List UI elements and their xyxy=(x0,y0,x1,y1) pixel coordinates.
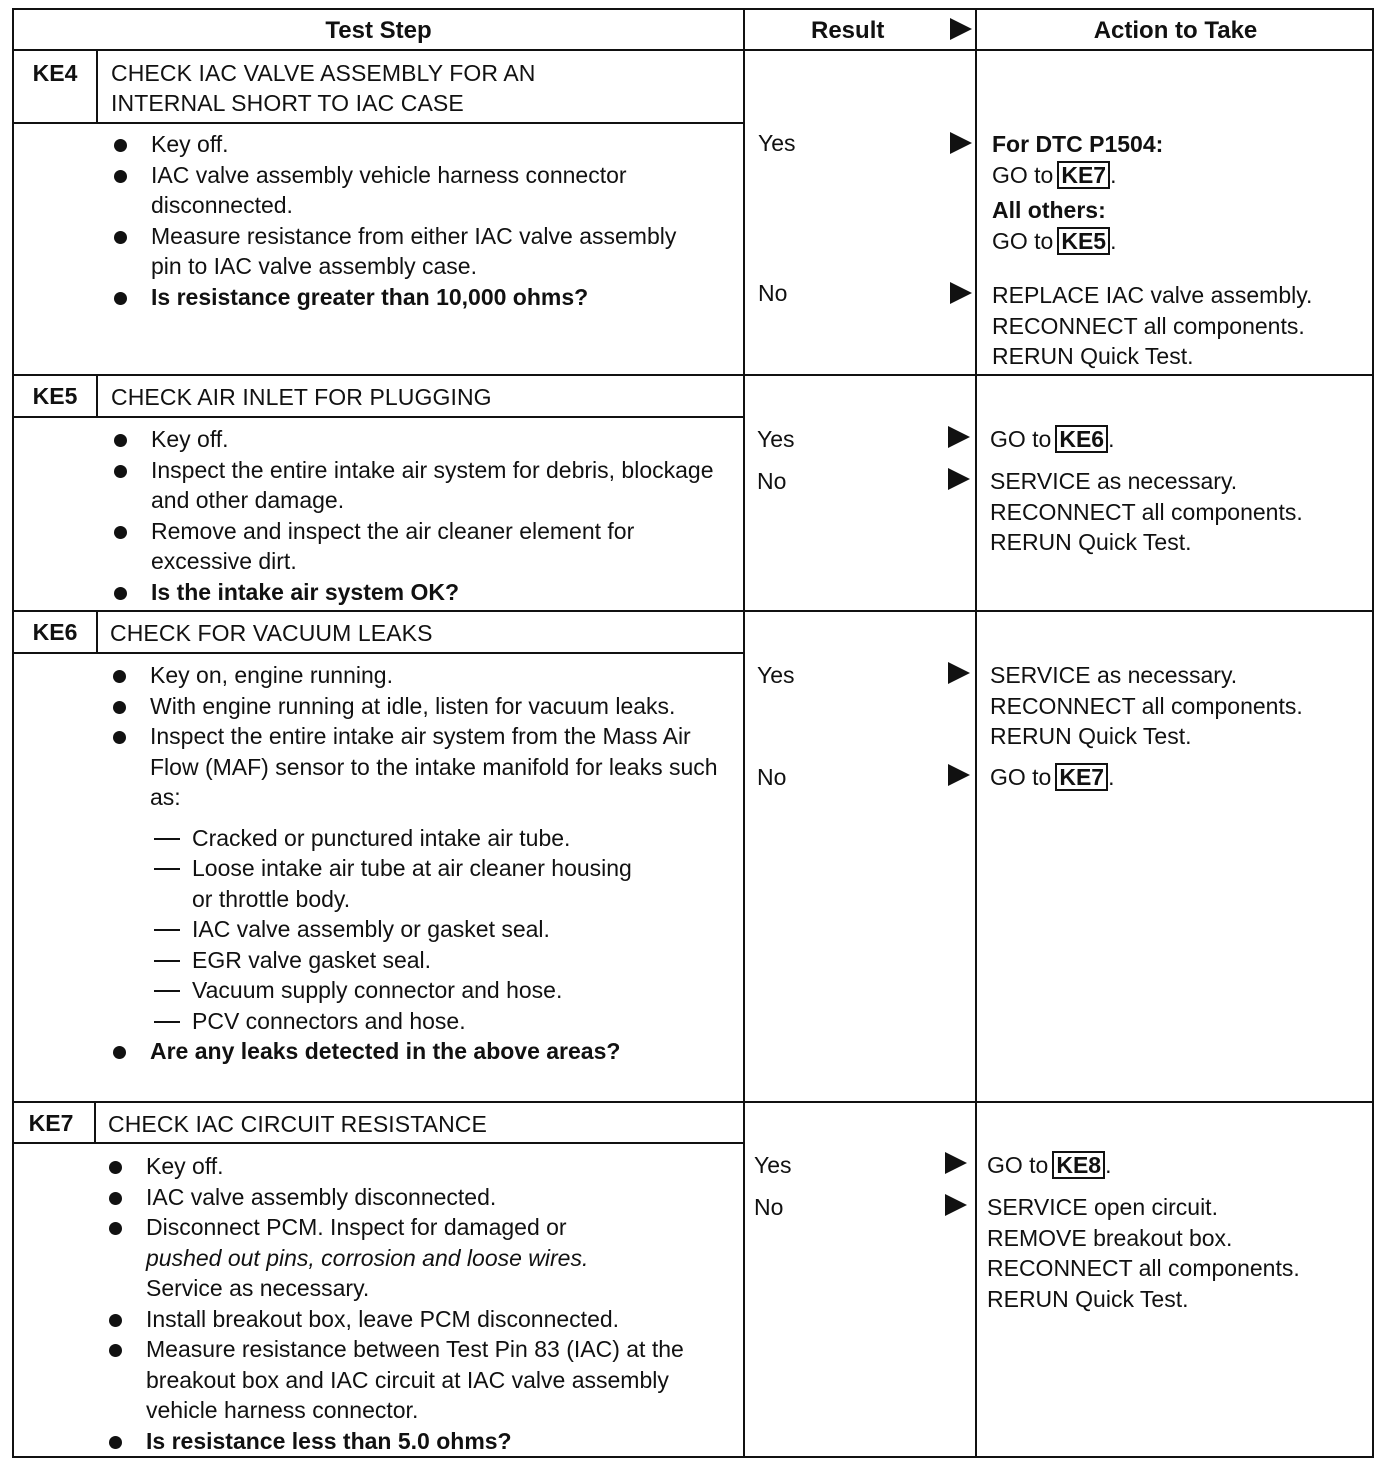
step-reference: KE8 xyxy=(1052,1151,1105,1179)
action-goto: GO to KE5 . xyxy=(992,227,1117,254)
step-reference: KE7 xyxy=(1055,763,1108,791)
diagnostic-test-table xyxy=(12,8,1374,1458)
instruction-continuation: Service as necessary. xyxy=(146,1275,370,1301)
step-title: CHECK IAC VALVE ASSEMBLY FOR AN INTERNAL SHORT TO IAC CASE xyxy=(111,60,536,116)
result-yes: Yes xyxy=(757,662,795,688)
action-line: RERUN Quick Test. xyxy=(990,529,1192,555)
column-divider xyxy=(975,10,977,1456)
step-reference: KE7 xyxy=(1057,161,1110,189)
instruction-item: Inspect the entire intake air system for debris, blockage and other damage. xyxy=(109,455,751,516)
action-line: RECONNECT all components. xyxy=(987,1255,1300,1281)
instruction-item: Key off. xyxy=(104,1151,734,1182)
action-goto-text: GO to xyxy=(987,1152,1049,1178)
action-condition: All others: xyxy=(992,197,1106,223)
step-instructions xyxy=(109,424,729,607)
leak-location: Vacuum supply connector and hose. xyxy=(150,975,733,1006)
leak-location: PCV connectors and hose. xyxy=(150,1006,733,1037)
step-title: CHECK FOR VACUUM LEAKS xyxy=(110,620,433,646)
step-instructions xyxy=(109,129,729,312)
action-line: REMOVE breakout box. xyxy=(987,1224,1233,1251)
result-arrow-icon xyxy=(945,1194,967,1216)
title-rule xyxy=(14,652,743,654)
action-goto-text: GO to xyxy=(990,764,1052,790)
result-no: No xyxy=(758,280,788,306)
leak-locations xyxy=(108,823,733,1037)
action-goto-text: GO to xyxy=(990,426,1052,452)
instruction-item: Measure resistance between Test Pin 83 (IAC) at the breakout box and IAC circuit at IAC valve assembly vehicle harness connector. xyxy=(104,1334,716,1426)
leak-location: Loose intake air tube at air cleaner housing or throttle body. xyxy=(150,853,642,914)
result-no: No xyxy=(754,1194,784,1220)
step-reference: KE6 xyxy=(1055,425,1108,453)
result-arrow-icon xyxy=(948,764,970,786)
row-rule xyxy=(14,610,1372,612)
header-action: Action to Take xyxy=(1093,17,1258,44)
result-yes: Yes xyxy=(754,1152,792,1178)
title-rule xyxy=(14,1142,743,1144)
instruction-item: Install breakout box, leave PCM disconnected. xyxy=(104,1304,734,1335)
action-goto-text: GO to xyxy=(992,161,1054,188)
action-goto: GO to KE6 . xyxy=(990,426,1115,452)
result-arrow-icon xyxy=(948,426,970,448)
instruction-item: IAC valve assembly vehicle harness connector disconnected. xyxy=(109,160,631,221)
action-no xyxy=(990,466,1303,558)
action-line: RECONNECT all components. xyxy=(990,498,1303,525)
action-goto: GO to KE8 . xyxy=(987,1152,1112,1178)
header-rule xyxy=(14,49,1372,51)
instruction-item: IAC valve assembly disconnected. xyxy=(104,1182,734,1213)
action-line: RECONNECT all components. xyxy=(992,312,1305,339)
title-rule xyxy=(14,122,743,124)
action-line: RERUN Quick Test. xyxy=(990,723,1192,749)
action-line: REPLACE IAC valve assembly. xyxy=(992,282,1313,308)
instruction-item: Measure resistance from either IAC valve assembly pin to IAC valve assembly case. xyxy=(109,221,691,282)
instruction-item: With engine running at idle, listen for vacuum leaks. xyxy=(108,691,730,722)
action-goto-text: GO to xyxy=(992,227,1054,254)
step-code: KE5 xyxy=(32,383,78,409)
action-yes xyxy=(987,1150,1112,1181)
instruction-item: Key on, engine running. xyxy=(108,660,733,691)
header-result: Result xyxy=(811,17,885,44)
instruction-continuation: pushed out pins, corrosion and loose wires. xyxy=(146,1244,589,1271)
result-yes: Yes xyxy=(758,130,796,156)
code-divider xyxy=(96,376,98,418)
leak-location: Cracked or punctured intake air tube. xyxy=(150,823,733,854)
step-title: CHECK AIR INLET FOR PLUGGING xyxy=(111,384,492,410)
step-reference: KE5 xyxy=(1057,227,1110,255)
action-no xyxy=(992,280,1312,372)
step-title: CHECK IAC CIRCUIT RESISTANCE xyxy=(108,1111,487,1137)
row-rule xyxy=(14,374,1372,376)
code-divider xyxy=(96,612,98,654)
instruction-question: Is resistance less than 5.0 ohms? xyxy=(104,1426,734,1457)
instruction-item: Disconnect PCM. Inspect for damaged or xyxy=(104,1212,734,1243)
instruction-question: Is resistance greater than 10,000 ohms? xyxy=(109,282,729,313)
action-line: SERVICE as necessary. xyxy=(990,468,1238,494)
result-arrow-icon xyxy=(948,468,970,490)
code-divider xyxy=(96,50,98,124)
title-rule xyxy=(14,416,743,418)
result-arrow-icon xyxy=(948,662,970,684)
column-divider xyxy=(743,10,745,1456)
instruction-item: Remove and inspect the air cleaner element for excessive dirt. xyxy=(109,516,731,577)
result-no: No xyxy=(757,468,787,494)
row-rule xyxy=(14,1101,1372,1103)
instruction-item: Key off. xyxy=(109,424,729,455)
instruction-item: Inspect the entire intake air system from the Mass Air Flow (MAF) sensor to the intake manifold for leaks such as: xyxy=(108,721,730,813)
step-code: KE4 xyxy=(32,60,78,86)
action-line: RERUN Quick Test. xyxy=(992,343,1194,369)
header-test-step: Test Step xyxy=(325,17,432,44)
step-instructions xyxy=(108,660,733,1067)
result-arrow-icon xyxy=(945,1152,967,1174)
leak-location: EGR valve gasket seal. xyxy=(150,945,733,976)
action-no xyxy=(987,1192,1300,1314)
code-divider xyxy=(94,1103,96,1144)
leak-location: IAC valve assembly or gasket seal. xyxy=(150,914,733,945)
result-arrow-icon xyxy=(950,132,972,154)
action-yes xyxy=(990,424,1115,455)
header-arrow-icon xyxy=(950,18,972,40)
sub-list-container xyxy=(108,823,733,1037)
action-yes xyxy=(992,129,1163,256)
step-instructions xyxy=(104,1151,734,1456)
action-no xyxy=(990,762,1115,793)
step-code: KE6 xyxy=(32,619,78,645)
step-code: KE7 xyxy=(28,1110,74,1136)
instruction-question: Is the intake air system OK? xyxy=(109,577,729,608)
result-yes: Yes xyxy=(757,426,795,452)
action-line: SERVICE as necessary. xyxy=(990,662,1238,688)
instruction-question: Are any leaks detected in the above areas? xyxy=(108,1036,733,1067)
action-line: RERUN Quick Test. xyxy=(987,1285,1189,1312)
action-goto: GO to KE7 . xyxy=(992,161,1117,188)
action-goto: GO to KE7 . xyxy=(990,764,1115,790)
result-no: No xyxy=(757,764,787,790)
action-yes xyxy=(990,660,1303,752)
result-arrow-icon xyxy=(950,282,972,304)
instruction-item: Key off. xyxy=(109,129,729,160)
action-line: RECONNECT all components. xyxy=(990,692,1303,719)
action-condition: For DTC P1504: xyxy=(992,131,1164,157)
action-line: SERVICE open circuit. xyxy=(987,1194,1218,1220)
